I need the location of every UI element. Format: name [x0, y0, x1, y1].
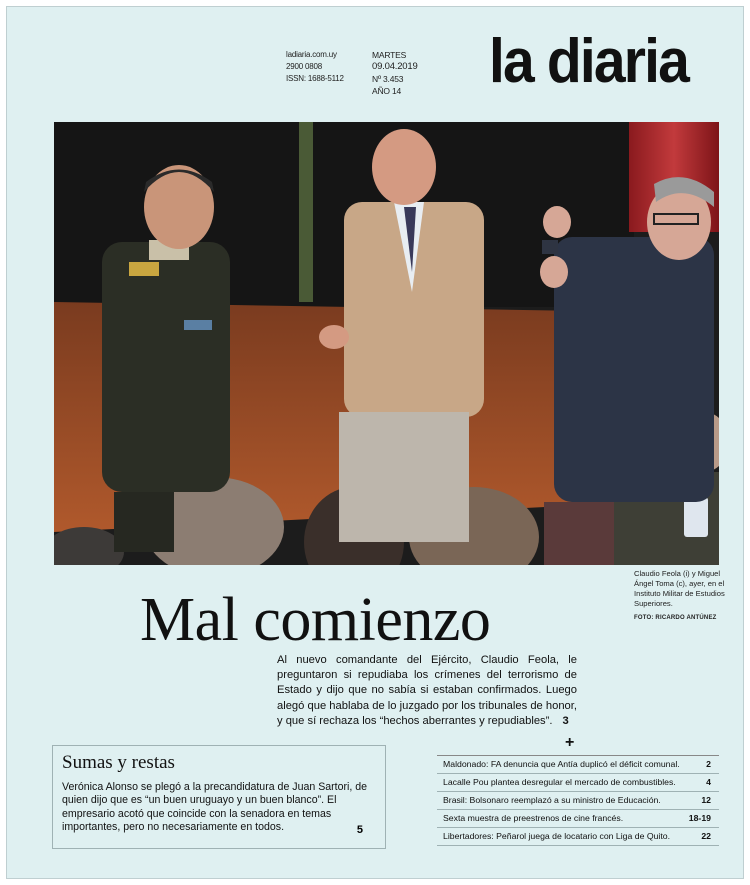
index-text: FA denuncia que Antía duplicó el déficit comunal.: [488, 759, 680, 769]
main-headline[interactable]: Mal comienzo: [140, 586, 491, 654]
issue-number: Nº 3.453: [372, 74, 404, 84]
front-page: [6, 6, 744, 879]
index-item[interactable]: [437, 756, 719, 774]
sumas-text: Verónica Alonso se plegó a la precandidatura de Juan Sartori, de quien dijo que es “un buen uruguayo y un buen blanco”. El empresario acotó que coincide con la senadora en temas importantes, pero no necesariamente en todos.: [62, 781, 368, 834]
index-page: 12: [701, 795, 711, 805]
lead-photo: [54, 122, 719, 565]
issue-year: AÑO 14: [372, 86, 402, 96]
masthead-contact: [286, 49, 344, 85]
newspaper-logo: la diaria: [489, 27, 689, 96]
lead-text: Al nuevo comandante del Ejército, Claudio Feola, le preguntaron si repudiaba los crímenes del terrorismo de Estado y dijo que no sabía si estaban confirmados. Luego alegó que hablaba de lo juzgado por los tribunales de honor, y que sí rechaza los “hechos aberrantes y repudiables”.: [277, 654, 577, 727]
index-page: 22: [701, 831, 711, 841]
issn: ISSN: 1688-5112: [286, 74, 344, 83]
main-story-lead: [277, 653, 577, 729]
weekday: MARTES: [372, 50, 407, 60]
index-page: 18-19: [688, 813, 711, 823]
photo-credit: FOTO: RICARDO ANTÚNEZ: [634, 615, 717, 621]
plus-icon: +: [565, 734, 575, 751]
sumas-title: Sumas y restas: [62, 752, 175, 773]
index-page: 2: [706, 759, 711, 769]
phone-number: 2900 0808: [286, 62, 323, 71]
index-kicker: Brasil:: [443, 795, 468, 805]
index-list: [437, 755, 719, 846]
issue-date: 09.04.2019: [372, 61, 418, 72]
index-text: Peñarol juega de locatario con Liga de Quito.: [493, 831, 671, 841]
index-kicker: Libertadores:: [443, 831, 494, 841]
photo-caption: Claudio Feola (i) y Miguel Ángel Toma (c), ayer, en el Instituto Militar de Estudios Superiores.: [634, 569, 725, 608]
index-text: Lacalle Pou plantea desregular el mercado de combustibles.: [443, 777, 676, 787]
index-item[interactable]: [437, 792, 719, 810]
index-item[interactable]: [437, 774, 719, 792]
index-text: Bolsonaro reemplazó a su ministro de Educación.: [467, 795, 661, 805]
website-link[interactable]: ladiaria.com.uy: [286, 50, 337, 59]
lead-page-ref[interactable]: 3: [562, 714, 569, 727]
index-page: 4: [706, 777, 711, 787]
sumas-page-ref[interactable]: 5: [356, 824, 363, 836]
index-text: Sexta muestra de preestrenos de cine francés.: [443, 813, 624, 823]
index-kicker: Maldonado:: [443, 759, 489, 769]
sumas-y-restas-box: [52, 745, 386, 849]
index-item[interactable]: [437, 828, 719, 846]
masthead-issue: [372, 49, 418, 97]
lead-photo-illustration: [54, 122, 719, 565]
index-item[interactable]: [437, 810, 719, 828]
